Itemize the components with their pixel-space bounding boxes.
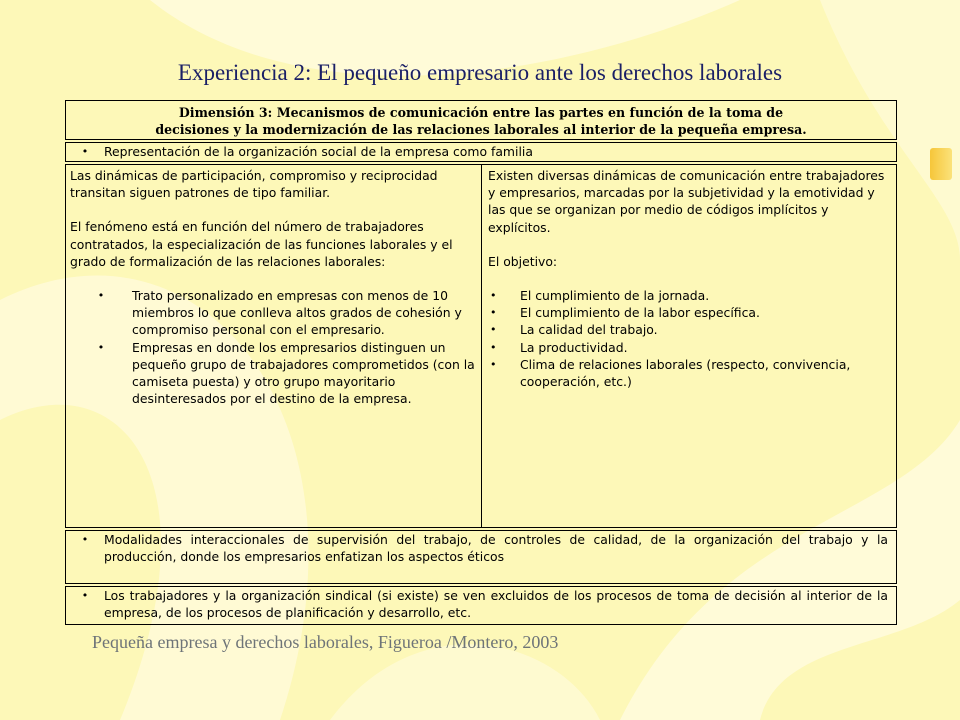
exclusion-box	[65, 586, 897, 625]
two-column-section	[65, 164, 897, 528]
bullet-icon: •	[490, 306, 497, 320]
right-column	[482, 165, 896, 527]
bullet-icon: •	[97, 340, 105, 354]
dimension-line-2: decisiones y la modernización de las relaciones laborales al interior de la pequeña empresa.	[155, 122, 807, 137]
list-item-text: Trato personalizado en empresas con menos de 10 miembros lo que conlleva altos grados de cohesión y compromiso personal con el empresario.	[132, 288, 462, 338]
bullet-icon: •	[490, 289, 497, 303]
list-item-text: El cumplimiento de la jornada.	[520, 288, 710, 304]
list-item-text: Clima de relaciones laborales (respecto, convivencia, cooperación, etc.)	[520, 356, 851, 390]
bullet-icon: •	[81, 533, 89, 546]
left-paragraph-2: El fenómeno está en función del número de trabajadores contratados, la especialización de las funciones laborales y el grado de formalización de las relaciones laborales:	[70, 219, 453, 269]
list-item	[488, 304, 892, 321]
list-item-text: El cumplimiento de la labor específica.	[520, 305, 760, 321]
list-item-text: La calidad del trabajo.	[520, 322, 658, 338]
bullet-icon: •	[490, 323, 497, 337]
citation: Pequeña empresa y derechos laborales, Figueroa /Montero, 2003	[92, 632, 559, 652]
right-paragraph-1: Existen diversas dinámicas de comunicación entre trabajadores y empresarios, marcadas por la subjetividad y la emotividad y las que se organizan por medio de códigos implícitos y explícitos.	[488, 168, 885, 235]
bullet-icon: •	[490, 340, 497, 354]
list-item	[70, 287, 477, 339]
list-item	[70, 339, 477, 408]
bullet-icon: •	[97, 289, 105, 303]
exclusion-text: Los trabajadores y la organización sindical (si existe) se ven excluidos de los procesos de toma de decisión al interior de la empresa, de los procesos de planificación y desarrollo, etc.	[104, 588, 888, 621]
family-heading-bar	[65, 142, 897, 162]
accent-tab	[930, 148, 952, 180]
dimension-header	[65, 100, 897, 140]
dimension-table	[65, 100, 897, 625]
list-item-text: La productividad.	[520, 339, 628, 355]
list-item	[488, 321, 892, 338]
supervision-box	[65, 530, 897, 584]
family-heading-text: Representación de la organización social de la empresa como familia	[104, 144, 533, 159]
left-paragraph-1: Las dinámicas de participación, compromiso y reciprocidad transitan siguen patrones de tipo familiar.	[70, 168, 438, 201]
list-item	[488, 339, 892, 356]
supervision-text: Modalidades interaccionales de supervisión del trabajo, de controles de calidad, de la organización del trabajo y la producción, donde los empresarios enfatizan los aspectos éticos	[104, 532, 888, 565]
left-column	[66, 165, 482, 527]
dimension-line-1: Dimensión 3: Mecanismos de comunicación entre las partes en función de la toma de	[178, 105, 784, 120]
list-item	[488, 356, 892, 390]
list-item-text: Empresas en donde los empresarios distinguen un pequeño grupo de trabajadores comprometidos (con la camiseta puesta) y otro grupo mayoritario desinteresados por el destino de la empresa.	[132, 339, 475, 407]
bullet-icon: •	[81, 145, 89, 158]
objective-label: El objetivo:	[488, 253, 558, 269]
bullet-icon: •	[490, 357, 497, 371]
list-item	[488, 287, 892, 304]
slide-title: Experiencia 2: El pequeño empresario ante los derechos laborales	[177, 60, 783, 85]
bullet-icon: •	[81, 589, 89, 602]
